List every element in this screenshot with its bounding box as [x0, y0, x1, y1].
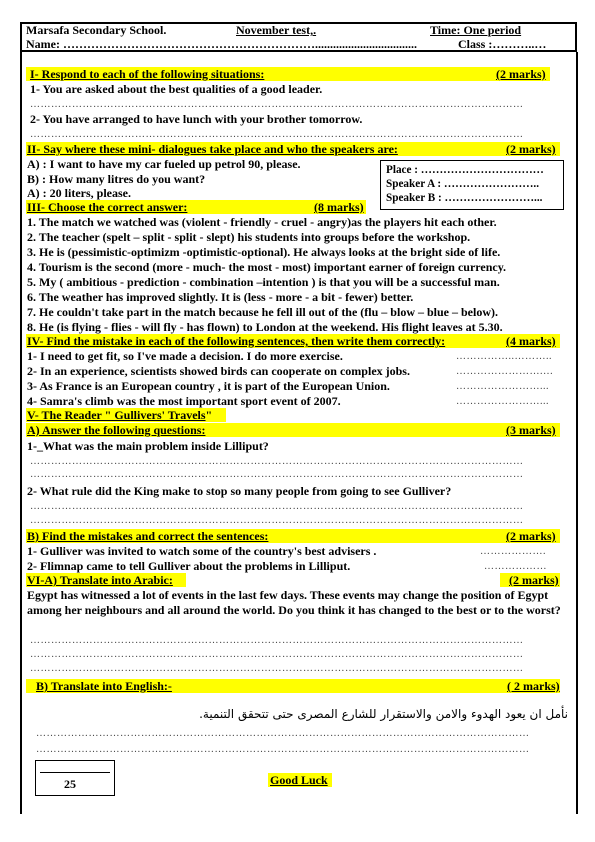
- section5a-marks: (3 marks): [506, 423, 556, 437]
- dialogue-line-3: A) : 20 liters, please.: [27, 186, 131, 200]
- answer-line[interactable]: ……………………………………………………………………………………………………………………………: [30, 515, 524, 526]
- section5-title-tail: ": [205, 408, 213, 422]
- section6b-title: B) Translate into English:-: [36, 679, 172, 693]
- left-border: [20, 52, 22, 814]
- choose-item: 5. My ( ambitious - prediction - combination –intention ) is that you will be a successful man.: [27, 275, 500, 289]
- section6b-marks: ( 2 marks): [507, 679, 560, 693]
- place-field[interactable]: Place : ……………………………: [386, 164, 544, 176]
- answer-line[interactable]: ………………: [484, 561, 547, 572]
- arabic-translation-paragraph: Egypt has witnessed a lot of events in the last few days. These events may change the position of Egypt among her neighbours and all around the world. Do you think it has changed to the best or to the worst?: [27, 588, 561, 617]
- section2-marks: (2 marks): [506, 142, 556, 156]
- section5a-title: A) Answer the following questions:: [27, 423, 206, 437]
- section5b-marks: (2 marks): [506, 529, 556, 543]
- answer-line[interactable]: ……………….: [480, 546, 546, 557]
- answer-line[interactable]: ……………………………………………………………………………………………………………………………: [30, 99, 524, 110]
- section3-title: III- Choose the correct answer:: [27, 200, 188, 214]
- section5b-title: B) Find the mistakes and correct the sentences:: [27, 529, 269, 543]
- reader-mistake-1: 1- Gulliver was invited to watch some of the country's best advisers .: [27, 544, 377, 558]
- choose-item: 3. He is (pessimistic-optimizm -optimistic-optional). He always looks at the bright side of life.: [27, 245, 501, 259]
- section1-marks: (2 marks): [496, 67, 546, 81]
- reader-q1: 1-_What was the main problem inside Lilliput?: [27, 439, 269, 453]
- answer-line[interactable]: ……………………………………………………………………………………………………………………………: [30, 649, 524, 660]
- section1-title: I- Respond to each of the following situations:: [30, 67, 265, 81]
- choose-item: 2. The teacher (spelt – split - split - slept) his students into groups before the workshop.: [27, 230, 471, 244]
- answer-line[interactable]: ……………………………………………………………………………………………………………………………: [36, 744, 530, 755]
- test-title: November test,.: [236, 23, 317, 37]
- answer-line[interactable]: ……………………………………………………………………………………………………………………………: [36, 728, 530, 739]
- speaker-a-field[interactable]: Speaker A : ……………………..: [386, 178, 540, 190]
- section4-title: IV- Find the mistake in each of the following sentences, then write them correctly:: [27, 334, 446, 348]
- dialogue-line-1: A) : I want to have my car fueled up petrol 90, please.: [27, 157, 301, 171]
- reader-mistake-2: 2- Flimnap came to tell Gulliver about the problems in Lilliput.: [27, 559, 351, 573]
- score-total: 25: [64, 777, 76, 791]
- section4-marks: (4 marks): [506, 334, 556, 348]
- arabic-sentence: نأمل ان يعود الهدوء والامن والاستقرار للشارع المصرى حتى تتحقق التنمية.: [199, 707, 568, 721]
- name-field[interactable]: Name: ………………………………………………………..................................: [26, 37, 417, 51]
- answer-line[interactable]: ……………………………………………………………………………………………………………………………: [30, 469, 524, 480]
- choose-item: 8. He (is flying - flies - will fly - has flown) to London at the weekend. His flight leaves at 5.30.: [27, 320, 503, 334]
- dialogue-line-2: B) : How many litres do you want?: [27, 172, 206, 186]
- time-label: Time: One period: [430, 23, 522, 37]
- answer-line[interactable]: ……………………...: [456, 381, 549, 392]
- choose-item: 4. Tourism is the second (more - much- the most - most) important earner of foreign currency.: [27, 260, 507, 274]
- choose-item: 7. He couldn't take part in the match because he fell ill out of the (flu – blow – blue – below).: [27, 305, 498, 319]
- mistake-item: 2- In an experience, scientists showed birds can cooperate on complex jobs.: [27, 364, 410, 378]
- answer-line[interactable]: ……………………………………………………………………………………………………………………………: [30, 129, 524, 140]
- reader-q2: 2- What rule did the King make to stop so many people from going to see Gulliver?: [27, 484, 452, 498]
- section1-q1: 1- You are asked about the best qualities of a good leader.: [30, 82, 323, 96]
- answer-line[interactable]: ……………………………………………………………………………………………………………………………: [30, 456, 524, 467]
- right-border: [576, 52, 578, 814]
- good-luck: Good Luck: [270, 773, 328, 787]
- school-name: Marsafa Secondary School.: [26, 23, 167, 37]
- section5-title: V- The Reader " Gullivers' Travels: [27, 408, 206, 422]
- choose-item: 1. The match we watched was (violent - friendly - cruel - angry)as the players hit each other.: [27, 215, 497, 229]
- section3-list: [27, 215, 506, 335]
- score-divider: [40, 772, 110, 773]
- mistake-item: 1- I need to get fit, so I've made a decision. I do more exercise.: [27, 349, 343, 363]
- answer-line[interactable]: ……………………...: [456, 396, 549, 407]
- class-field[interactable]: Class :………..…: [458, 37, 547, 51]
- answer-line[interactable]: …………………….…: [456, 366, 554, 377]
- section2-title: II- Say where these mini- dialogues take place and who the speakers are:: [27, 142, 398, 156]
- mistake-item: 4- Samra's climb was the most important sport event of 2007.: [27, 394, 341, 408]
- section3-marks: (8 marks): [314, 200, 364, 214]
- section5-title-wrap: [27, 408, 212, 423]
- mistake-item: 3- As France is an European country , it is part of the European Union.: [27, 379, 390, 393]
- answer-line[interactable]: ……………………………………………………………………………………………………………………………: [30, 501, 524, 512]
- speaker-b-field[interactable]: Speaker B : ……………………...: [386, 192, 543, 204]
- section1-q2: 2- You have arranged to have lunch with your brother tomorrow.: [30, 112, 363, 126]
- answer-line[interactable]: ……………………………………………………………………………………………………………………………: [30, 663, 524, 674]
- section6-marks: (2 marks): [509, 573, 559, 587]
- answer-line[interactable]: ……………..………..: [456, 351, 552, 362]
- section6-title: VI-A) Translate into Arabic:: [27, 573, 173, 587]
- answer-line[interactable]: ……………………………………………………………………………………………………………………………: [30, 635, 524, 646]
- choose-item: 6. The weather has improved slightly. It is (less - more - a bit - fewer) better.: [27, 290, 414, 304]
